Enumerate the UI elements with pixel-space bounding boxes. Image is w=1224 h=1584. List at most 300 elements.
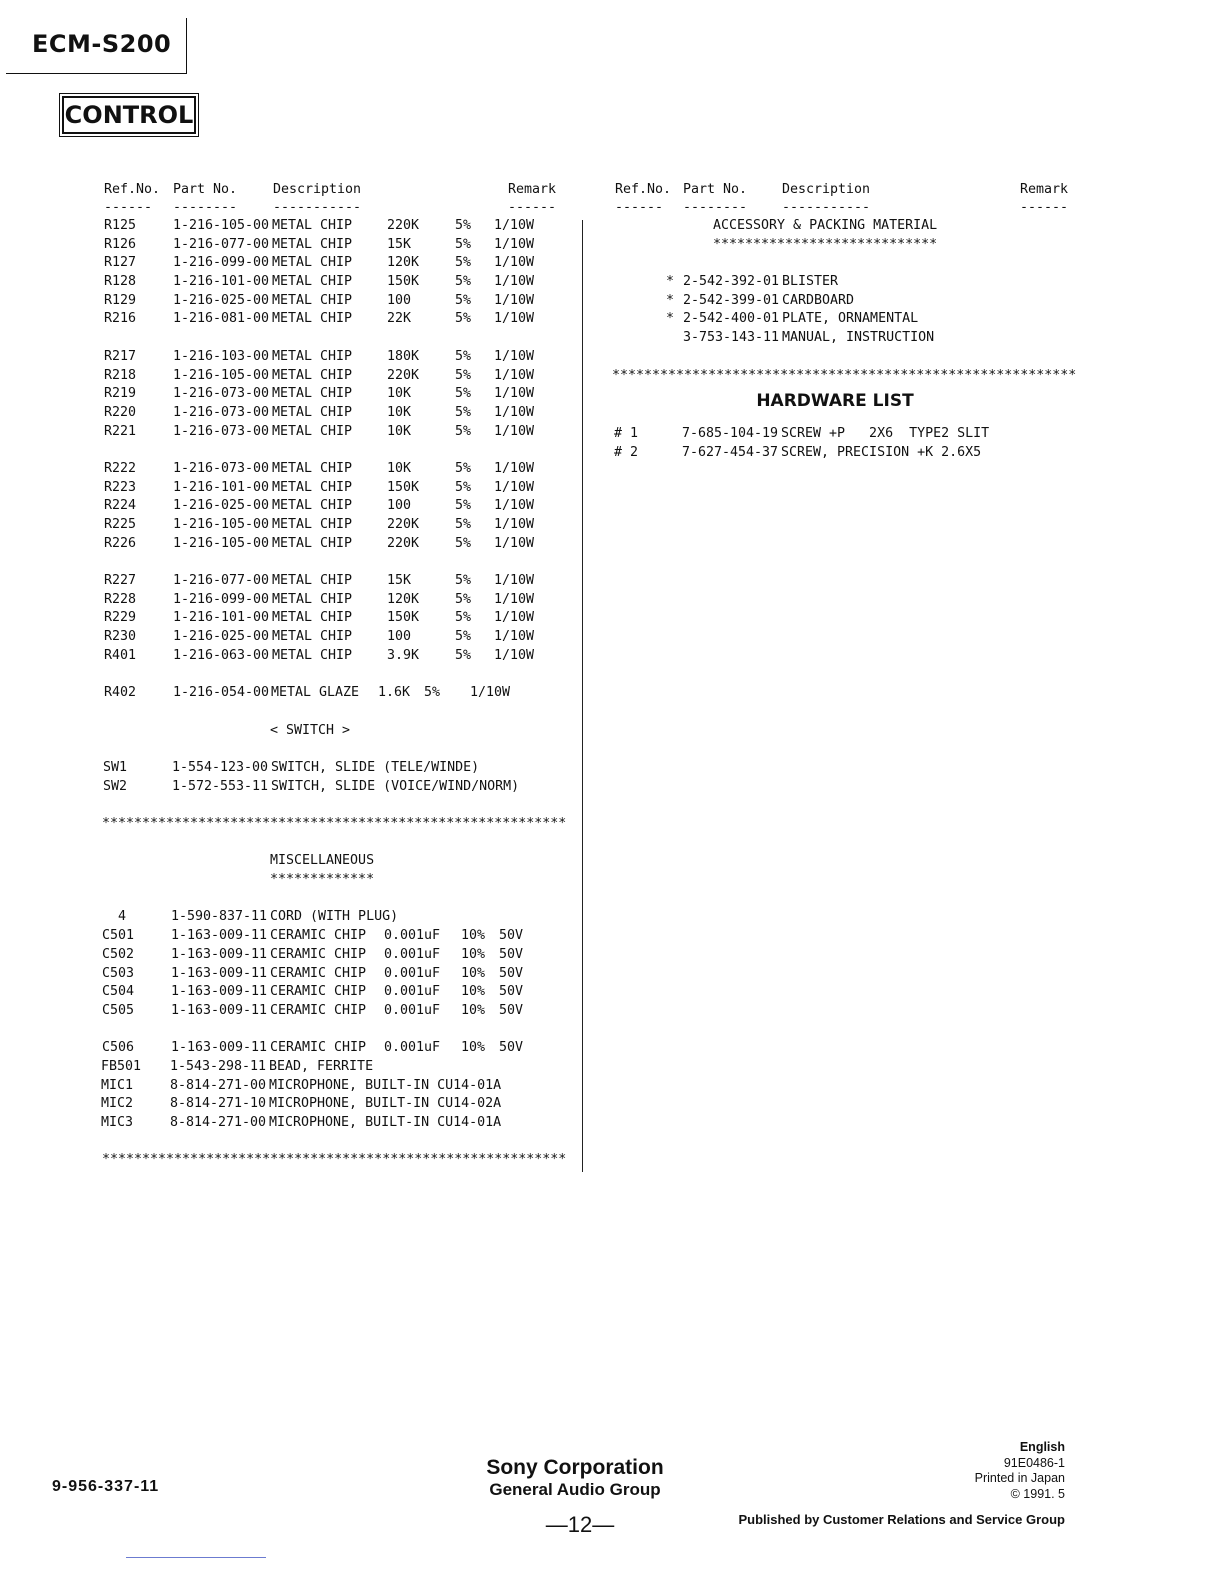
part-no: 8-814-271-00 [170,1077,267,1093]
header-ref: Ref.No. [615,182,672,197]
value: 0.001uF [384,946,441,962]
hardware-list-title: HARDWARE LIST [756,391,914,412]
accessory-heading [612,218,1082,237]
rule-description: ----------- [273,200,362,215]
table-row [100,311,570,330]
description: CERAMIC CHIP [270,984,367,1000]
rating: 1/10W [494,535,535,551]
ref-no: R402 [104,685,137,701]
ref-no: R219 [104,386,137,402]
part-no: 1-216-073-00 [173,404,270,420]
publication-info [930,1440,1065,1502]
table-row [100,1115,570,1134]
table-row [100,966,570,985]
spacer [100,741,570,760]
description: CERAMIC CHIP [270,946,367,962]
rating: 1/10W [494,292,535,308]
spacer [100,1022,570,1041]
rating: 1/10W [494,517,535,532]
tolerance: 5% [455,460,472,476]
value: 10K [387,386,412,402]
tolerance: 5% [455,629,472,645]
table-row [612,293,1082,312]
rating: 1/10W [494,610,535,626]
table-row [100,517,570,536]
ref-no: R227 [104,573,137,589]
left-column [100,182,570,1171]
value: 0.001uF [384,1002,441,1018]
rating: 1/10W [494,573,535,589]
publication-date: © 1991. 5 [1010,1486,1065,1501]
misc-title: MISCELLANEOUS [270,853,375,869]
value: 0.001uF [384,965,441,981]
description: METAL CHIP [272,629,353,645]
ref-no: R125 [104,218,137,233]
table-row [100,610,570,629]
description: METAL CHIP [272,274,353,290]
rating: 1/10W [494,647,535,663]
part-no: 1-163-009-11 [171,928,268,944]
part-no: 1-216-025-00 [173,292,270,308]
description: METAL CHIP [272,236,353,252]
accessory-title: ACCESSORY & PACKING MATERIAL [713,218,938,233]
header-remark: Remark [1020,182,1069,197]
description: METAL CHIP [272,460,353,476]
table-row [100,1078,570,1097]
ref-no: R218 [104,367,137,383]
part-no: 1-163-009-11 [171,1040,268,1056]
tolerance: 5% [455,386,472,402]
ref-no: R223 [104,479,137,495]
spacer [100,667,570,686]
table-row [100,218,570,237]
spacer [100,442,570,461]
rating: 1/10W [494,236,535,252]
part-no: 1-216-101-00 [173,274,270,290]
table-row [100,461,570,480]
description: PLATE, ORNAMENTAL [782,311,919,327]
description: METAL CHIP [272,404,353,420]
table-row [100,779,570,798]
description: CERAMIC CHIP [270,1002,367,1018]
value: 10K [387,423,412,439]
part-no: 1-554-123-00 [172,759,269,775]
accessory-underline: **************************** [713,236,938,252]
table-row [100,293,570,312]
rating: 1/10W [470,685,511,701]
link-underline [126,1557,266,1558]
ref-no: SW2 [103,778,128,794]
tolerance: 10% [461,1002,486,1018]
description: CERAMIC CHIP [270,1040,367,1056]
rating: 1/10W [494,591,535,607]
model-box [6,18,187,74]
table-row [100,984,570,1003]
rating: 1/10W [494,404,535,420]
value: 0.001uF [384,928,441,944]
table-row [612,426,1082,445]
part-no: 1-216-105-00 [173,517,270,532]
tolerance: 5% [455,591,472,607]
tolerance: 5% [455,348,472,364]
ref-no: FB501 [101,1058,142,1074]
page-number: —12— [545,1512,615,1537]
table-row [100,405,570,424]
tolerance: 5% [455,311,472,327]
tolerance: 5% [455,218,472,233]
table-row [100,480,570,499]
separator-stars: ********************************************************** [102,816,567,831]
value: 10K [387,404,412,420]
table-row [612,274,1082,293]
tolerance: 5% [455,479,472,495]
ref-no: R128 [104,274,137,290]
part-no: 3-753-143-11 [683,330,780,346]
rule-remark: ------ [508,200,557,215]
spacer [100,891,570,910]
ref-no: C506 [102,1040,135,1056]
ref-no: C504 [102,984,135,1000]
tolerance: 5% [455,404,472,420]
rating: 50V [499,1040,524,1056]
rating: 1/10W [494,255,535,271]
description: BLISTER [782,274,839,290]
tolerance: 5% [455,255,472,271]
part-no: 1-216-077-00 [173,573,270,589]
table-row [100,255,570,274]
part-no: 1-216-077-00 [173,236,270,252]
ref-no: R126 [104,236,137,252]
description: MANUAL, INSTRUCTION [782,330,935,346]
rating: 1/10W [494,274,535,290]
part-no: 1-216-073-00 [173,423,270,439]
tolerance: 5% [455,517,472,532]
part-no: 2-542-399-01 [683,292,780,308]
published-by: Published by Customer Relations and Service Group [738,1512,1065,1527]
table-row [612,445,1082,464]
ref-no: R225 [104,517,137,532]
part-no: 2-542-400-01 [683,311,780,327]
switch-heading [100,723,570,742]
part-no: 1-216-025-00 [173,498,270,514]
spacer [100,554,570,573]
description: METAL CHIP [272,573,353,589]
part-no: 1-216-054-00 [173,685,270,701]
spacer [100,1134,570,1153]
ref-no: MIC1 [101,1077,134,1093]
table-row [100,386,570,405]
header-description: Description [782,182,871,197]
part-no: 1-216-073-00 [173,386,270,402]
description: CERAMIC CHIP [270,965,367,981]
tolerance: 5% [455,498,472,514]
value: 150K [387,479,420,495]
rule-part: -------- [173,200,238,215]
model-name: ECM-S200 [32,30,172,58]
header-rule [100,200,570,218]
value: 0.001uF [384,1040,441,1056]
tolerance: 5% [455,535,472,551]
rating: 50V [499,984,524,1000]
rating: 50V [499,1002,524,1018]
tolerance: 5% [455,236,472,252]
value: 220K [387,517,420,532]
mark: * [666,292,675,308]
part-no: 1-163-009-11 [171,946,268,962]
table-row [100,760,570,779]
resistor-list [100,218,570,685]
ref-no: 4 [118,909,127,925]
misc-heading-underline [100,872,570,891]
rule-remark: ------ [1020,200,1069,215]
separator [612,368,1082,387]
rating: 1/10W [494,460,535,476]
table-row [100,1059,570,1078]
part-no: 1-572-553-11 [172,778,269,794]
ref-no: C501 [102,928,135,944]
part-no: 7-627-454-37 [682,444,779,460]
section-title: CONTROL [62,96,196,134]
rating: 1/10W [494,479,535,495]
description: METAL CHIP [272,348,353,364]
part-no: 1-216-025-00 [173,629,270,645]
rating: 50V [499,928,524,944]
misc-list [100,1059,570,1134]
ref-no: R216 [104,311,137,327]
ref-no: R229 [104,610,137,626]
table-header [612,182,1082,200]
description: METAL CHIP [272,255,353,271]
document-number: 9-956-337-11 [52,1478,160,1495]
value: 15K [387,573,412,589]
value: 15K [387,236,412,252]
tolerance: 5% [455,610,472,626]
description: METAL CHIP [272,517,353,532]
value: 120K [387,591,420,607]
tolerance: 10% [461,928,486,944]
part-no: 1-216-099-00 [173,255,270,271]
rating: 50V [499,965,524,981]
header-part: Part No. [173,182,238,197]
table-row [100,629,570,648]
printed-location: Printed in Japan [974,1471,1065,1485]
group-name: General Audio Group [489,1480,661,1499]
part-no: 1-163-009-11 [171,965,268,981]
tolerance: 10% [461,946,486,962]
rating: 1/10W [494,218,535,233]
part-no: 8-814-271-00 [170,1115,267,1130]
rating: 1/10W [494,367,535,383]
rule-part: -------- [683,200,748,215]
table-row [100,274,570,293]
ref-no: R224 [104,498,137,514]
description: CORD (WITH PLUG) [270,909,399,925]
part-no: 1-163-009-11 [171,1002,268,1018]
table-row [100,1003,570,1022]
spacer [100,835,570,854]
part-no: 1-216-073-00 [173,460,270,476]
rating: 1/10W [494,386,535,402]
part-no: 1-163-009-11 [171,984,268,1000]
rule-ref: ------ [615,200,664,215]
table-row [100,573,570,592]
ref-no: SW1 [103,759,128,775]
ref-no: MIC3 [101,1115,134,1130]
rule-description: ----------- [782,200,871,215]
value: 1.6K [378,685,411,701]
spacer [612,349,1082,368]
value: 100 [387,498,412,514]
ref-no: MIC2 [101,1096,134,1112]
ref-no: R222 [104,460,137,476]
ref-no: # 2 [614,444,639,460]
right-column [612,182,1082,464]
part-no: 1-216-103-00 [173,348,270,364]
separator-stars: ********************************************************** [612,367,1077,383]
description: METAL CHIP [272,647,353,663]
description: METAL CHIP [272,610,353,626]
value: 220K [387,367,420,383]
description: METAL CHIP [272,498,353,514]
ref-no: R220 [104,404,137,420]
ref-no: C502 [102,946,135,962]
value: 180K [387,348,420,364]
ref-no: R127 [104,255,137,271]
part-no: 2-542-392-01 [683,274,780,290]
part-no: 1-216-063-00 [173,647,270,663]
table-row [100,424,570,443]
separator-stars: ********************************************************** [102,1152,567,1168]
separator [100,816,570,835]
value: 10K [387,460,412,476]
description: METAL CHIP [272,479,353,495]
part-no: 7-685-104-19 [682,426,779,442]
tolerance: 5% [455,367,472,383]
description: MICROPHONE, BUILT-IN CU14-02A [269,1096,502,1112]
part-no: 1-216-101-00 [173,479,270,495]
table-row [100,592,570,611]
part-no: 1-216-099-00 [173,591,270,607]
rating: 1/10W [494,311,535,327]
column-divider [582,220,583,1172]
tolerance: 10% [461,965,486,981]
value: 0.001uF [384,984,441,1000]
description: METAL CHIP [272,591,353,607]
misc-heading [100,853,570,872]
value: 120K [387,255,420,271]
rating: 50V [499,946,524,962]
ref-no: R129 [104,292,137,308]
value: 150K [387,274,420,290]
tolerance: 5% [424,685,441,701]
part-no: 1-216-101-00 [173,610,270,626]
accessory-heading-underline [612,237,1082,256]
rating: 1/10W [494,498,535,514]
description: METAL CHIP [272,423,353,439]
rule-ref: ------ [104,200,153,215]
separator [100,1152,570,1171]
part-no: 1-216-105-00 [173,218,270,233]
part-no: 1-216-105-00 [173,367,270,383]
part-no: 1-216-081-00 [173,311,270,327]
part-no: 1-543-298-11 [170,1058,267,1074]
list-item-r402 [100,685,570,704]
value: 150K [387,610,420,626]
description: BEAD, FERRITE [269,1058,374,1074]
table-row [100,947,570,966]
ref-no: R228 [104,591,137,607]
switch-title: < SWITCH > [270,722,351,738]
table-row [100,928,570,947]
value: 3.9K [387,647,420,663]
table-row [100,349,570,368]
rating: 1/10W [494,629,535,645]
ref-no: C503 [102,965,135,981]
part-no: 8-814-271-10 [170,1096,267,1112]
header-rule [612,200,1082,218]
mark: * [666,274,675,290]
ref-no: R230 [104,629,137,645]
ref-no: # 1 [614,426,639,442]
list-item-c506 [100,1040,570,1059]
header-part: Part No. [683,182,748,197]
description: METAL CHIP [272,218,353,233]
tolerance: 10% [461,984,486,1000]
description: MICROPHONE, BUILT-IN CU14-01A [269,1115,502,1130]
table-row [100,536,570,555]
tolerance: 10% [461,1040,486,1056]
description: METAL GLAZE [271,685,360,701]
description: SWITCH, SLIDE (TELE/WINDE) [271,759,480,775]
description: METAL CHIP [272,311,353,327]
spacer [100,330,570,349]
hardware-list [612,426,1082,463]
table-row [100,237,570,256]
tolerance: 5% [455,573,472,589]
table-row [612,330,1082,349]
description: METAL CHIP [272,367,353,383]
tolerance: 5% [455,292,472,308]
header-ref: Ref.No. [104,182,161,197]
value: 100 [387,292,412,308]
description: SCREW, PRECISION +K 2.6X5 [781,444,982,460]
table-row [100,1096,570,1115]
accessory-list [612,274,1082,349]
value: 220K [387,218,420,233]
description: CARDBOARD [782,292,855,308]
ref-no: R221 [104,423,137,439]
ref-no: R226 [104,535,137,551]
misc-underline: ************* [270,872,375,888]
table-row [100,498,570,517]
spacer [100,704,570,723]
ref-no: C505 [102,1002,135,1018]
description: SWITCH, SLIDE (VOICE/WIND/NORM) [271,778,520,794]
part-no: 1-216-105-00 [173,535,270,551]
tolerance: 5% [455,647,472,663]
part-no: 1-590-837-11 [171,909,268,925]
tolerance: 5% [455,423,472,439]
language: English [1019,1440,1065,1454]
description: CERAMIC CHIP [270,928,367,944]
header-description: Description [273,182,362,197]
table-row [612,311,1082,330]
ref-no: R401 [104,647,137,663]
table-row [100,648,570,667]
corporation-name: Sony Corporation [486,1456,664,1479]
spacer [612,255,1082,274]
table-header [100,182,570,200]
